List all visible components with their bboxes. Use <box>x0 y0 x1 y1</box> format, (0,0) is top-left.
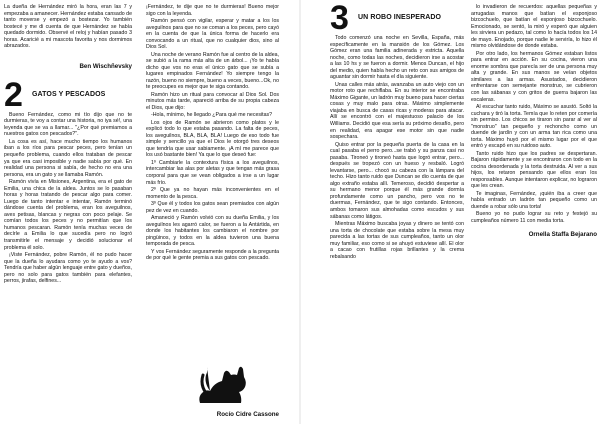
paragraph: Ramón vivía en Misiones, Argentina, era el gato de Emilia, una chica de la aldea. Juntos se lo pasaban horas y horas tratando de pescar algo para comer. Luego de tanto intentar e intentar, Ramón terminó dándose cuenta del problema, eran los aveguilnos, aves petisas, blancas y negras con poco pelaje. Se comían todos los peces y no permitían que los humanos pescaran. Ramón tenía muchas veces de decírle a Emilia lo que sucedía pero no logró transmitirle el mensaje y decidió solucionar el problema él solo. <box>4 179 132 251</box>
paragraph: 1º Cambiarle la contextura física a los aveguilnos, intercambiar las alas por aletas y que tengan más grasa corporal para que se vean obligados a irse a un lugar más frío. <box>146 159 279 186</box>
story3-title: UN ROBO INESPERADO <box>358 13 442 21</box>
paragraph: Tanto ruido hizo que los padres se despertaran. Bajaron rápidamente y se encontraron con todo en la cocina desordenada y la torta destruida. Al ver a sus hijos, los retaron pensando que ellos eran los responsables. Aunque intentaron explicar, no lograron que les crean. <box>471 150 597 190</box>
paragraph: -Hola, mínimo, he llegado ¿Para qué me necesitas? <box>151 112 273 119</box>
story2-title: GATOS Y PESCADOS <box>32 90 106 98</box>
paragraph: Ramón hizo un ritual para convocar al Dios Sol. Dos minutos más tarde, apareció arriba de su propia cabeza el Dios, que dijo: <box>146 91 279 111</box>
paragraph: Y vos Fernández seguramente responde a la pregunta de por qué le gente premia a sus gatos con pescado. <box>146 248 279 262</box>
story2-text-part2 <box>146 4 279 262</box>
paragraph: ¡Viste Fernández, pobre Ramón, él no pudo hacer que la dueña lo ayudara como yo te ayudo a vos? Tendría que haber algún lenguaje entre gato y dueños, pero no solo para gatos también para elefantes, perros, jirafas, delfines... <box>4 251 132 285</box>
paragraph: La cosa es así, hace mucho tiempo los humanos iban a los ríos para pescar peces, pero tenían un pequeño problema, cuando ellos trataban de pescar ya que era casi imposible y nadie sabía por qué. En realidad una persona si sabía, de hecho no era una persona, era un gato y se llamaba Ramón. <box>4 138 132 178</box>
paragraph: Quiso entrar por la pequeña puerta de la casa en la cual pasaba el perro pero...se trabó y su panza casi no pasaba. Tironeó y tironeó hasta que logró entrar, pero... después se tropezó con un hueso y resbaló. Logró levantarse, pero... chocó su cabeza con la lámpara del techo. Hizo tanto ruido que Duncan se dio cuenta de que algo extraño estaba allí. Temeroso, decidió despertar a su hermano menor porque él más grande dormía profundamente como un pancho, pero vos no te duermas, Fernández, que te sigo contando. Entonces, ambos tomaron sus almohadas como escudos y sus sábanas como látigos. <box>330 141 464 220</box>
paragraph: Amaneció y Ramón volvió con su dueña Emilia, y los aveguilnos les agarró calor, se fueron a la Antártida, en donde los habitantes los cambiaron el nombre por pingüinos, y todos en la aldea tuvieron una buena temporada de pesca. <box>146 214 279 248</box>
story2-author: Rocío Cidre Cassone <box>216 411 279 418</box>
story1-ending-text <box>4 4 132 50</box>
column-4 <box>471 4 597 239</box>
story3-header <box>330 0 464 37</box>
story1-author: Ben Wischñevsky <box>79 62 132 70</box>
paragraph: Te imaginas, Fernández, ¡quién iba a creer que había entrado un ladrón tan pequeño como un duende a robar sólo una torta! <box>471 190 597 210</box>
story3-text-part2 <box>471 4 597 225</box>
column-3 <box>330 0 464 261</box>
paragraph: lo invadieron de recuerdos: aquellas pequeñas y arrugadas manos que batían el esponjoso bizcochuelo, que batían el esponjoso bizcochuelo. Emocionado, se sentó, la miró y esperó que alguien les sirviera un pedazo, tal como lo hacía todos los 14 de mayo. Enojado, porque nadie le serviría, lo hizo él mismo olvidándose de donde estaba. <box>471 4 597 50</box>
paragraph: Ramón pensó con vigilar, esperar y matar a los los aveguilnos para que no se coman a los peces, pero cayó en la cuenta de que la única forma de hacerlo era convocando a un ritual, que no cualquier dios, sino al Dios Sol. <box>146 17 279 51</box>
paragraph: Bueno Fernández, como mi tío dijo que no te durmieras, te voy a contar una historia, no iya sé!, una leyenda que se va a llamar... "¿Por qué premiamos a nuestros gatos con pescados?". <box>4 111 132 138</box>
story3-number: 3 <box>330 0 349 37</box>
cat-silhouette-icon <box>196 353 256 405</box>
paragraph: Una noche de verano Ramón fue al centro de la aldea, se subió a la rama más alta de un árbol... ¡Yo te había dicho que vos no eras el único gato que se subía a lugares empinados Fernández! Yo siempre tengo la razón, bueno no siempre, bueno a veces, bueno...Ok, no te preocupes es mejor que te siga contando. <box>146 51 279 91</box>
story2-text-part1 <box>4 112 132 285</box>
paragraph: Unas calles más atrás, avanzaba un auto viejo con un motor roto que rechiflaba. En su interior se encontraba Máximo Gigante, un ladrón muy bueno para hacer ciertas cosas y muy malo para otras. Máximo simplemente viajaba en busca de casas ricas y moderas para atacar. Allí se encontró con el majestuoso palacio de los Williams. Decidió que esa sería su próximo desafío, pero en realidad, era apagar ese motor sin que nadie sospechara. <box>330 81 464 141</box>
paragraph: 3º Que él y todos los gatos sean premiados con algún pez de vez en cuando. <box>146 200 279 214</box>
paragraph: 2º Que ya no hayan más inconvenientes en el momento de la pesca. <box>146 187 279 200</box>
paragraph: Bueno yo no pudo lograr su reto y festejó su cumpleaños número 11 con media torta. <box>471 211 597 224</box>
paragraph: Los ojos de Ramón se abrieron como platos y le explicó todo lo que estaba pasando. La falta de peces, los aveguilnos, BLA, BLA, BLA! Luego de eso todo fue simple y sencillo ya que el Dios le otorgó tres deseos que tendría que usar sabiamente. ¡A mí me parece que los usó bastante bien! Ya que lo que deseó fue: <box>146 119 279 159</box>
paragraph: Por otro lado, los hermanos Gómez estaban listos para entrar en acción. En su cocina, vieron una enorme sombra que parecía ser de una persona muy alta y grande. En sus manos se veían objetos similares a las armas. Asustados, decidieron enfrentarse con semejante monstruo, se cubrieron con las sábanas y con gritos de guerra bajaron las escaleras. <box>471 50 597 103</box>
story3-author: Ornella Staffa Bejarano <box>528 230 597 238</box>
column-2 <box>146 4 279 263</box>
paragraph: Mientras Máximo buscaba joyas y dinero se tentó con una torta de chocolate que estaba sobre la mesa muy parecida a las tortas de sus cumpleaños, tanto un olor muy familiar, eso como si se ahuyó estuviese allí. El olor a cacao con frutillas rojas brillantes y la crema rebalsando <box>330 220 464 260</box>
paragraph: ¡Fernández, te dije que no te durmieras! Bueno mejor sigo con la leyenda. <box>146 4 279 17</box>
column-1 <box>4 4 132 286</box>
story3-text-part1 <box>330 35 464 260</box>
paragraph: Al escuchar tanto ruido, Máximo se asustó. Soltó la cuchara y tiró la torta. Temía que lo reten por comería sin permiso. Los chicos se tiraron sin parar al ver al "monstruo" tan pequeño y rechoncho como un duende de jardín y con un arma tan rica como una torta. Máximo huyó por el mismo lugar por el que entró y escapó en su ruidoso auto. <box>471 103 597 150</box>
paragraph: La dueña de Hernández miró la hora, eran las 7 y empezaba a amanecer. Hernández estaba cansado de tanto moverse y empezó a bostezar. Yo también bostecé y me di cuenta de que Hernández se había quedado dormido. Observé el reloj y habían pasado 3 horas. Acaricié a mi mascota favorita y nos dormimos abrazados. <box>4 4 132 50</box>
paragraph: Todo comenzó una noche en Sevilla, España, más específicamente en la mansión de los Gómez. Los Gómez eran una familia adinerada y estricta. Aquella noche, como todas las noches, decidieron irse a acostar a las 10 hs y se fueron a dormir. Menos Duncan, el hijo del medio, quien había hecho un reto con sus amigos de aguantar sin dormir hasta el día siguiente. <box>330 35 464 81</box>
page-fold <box>299 0 301 424</box>
story2-header <box>4 75 132 114</box>
story2-number: 2 <box>4 75 23 114</box>
